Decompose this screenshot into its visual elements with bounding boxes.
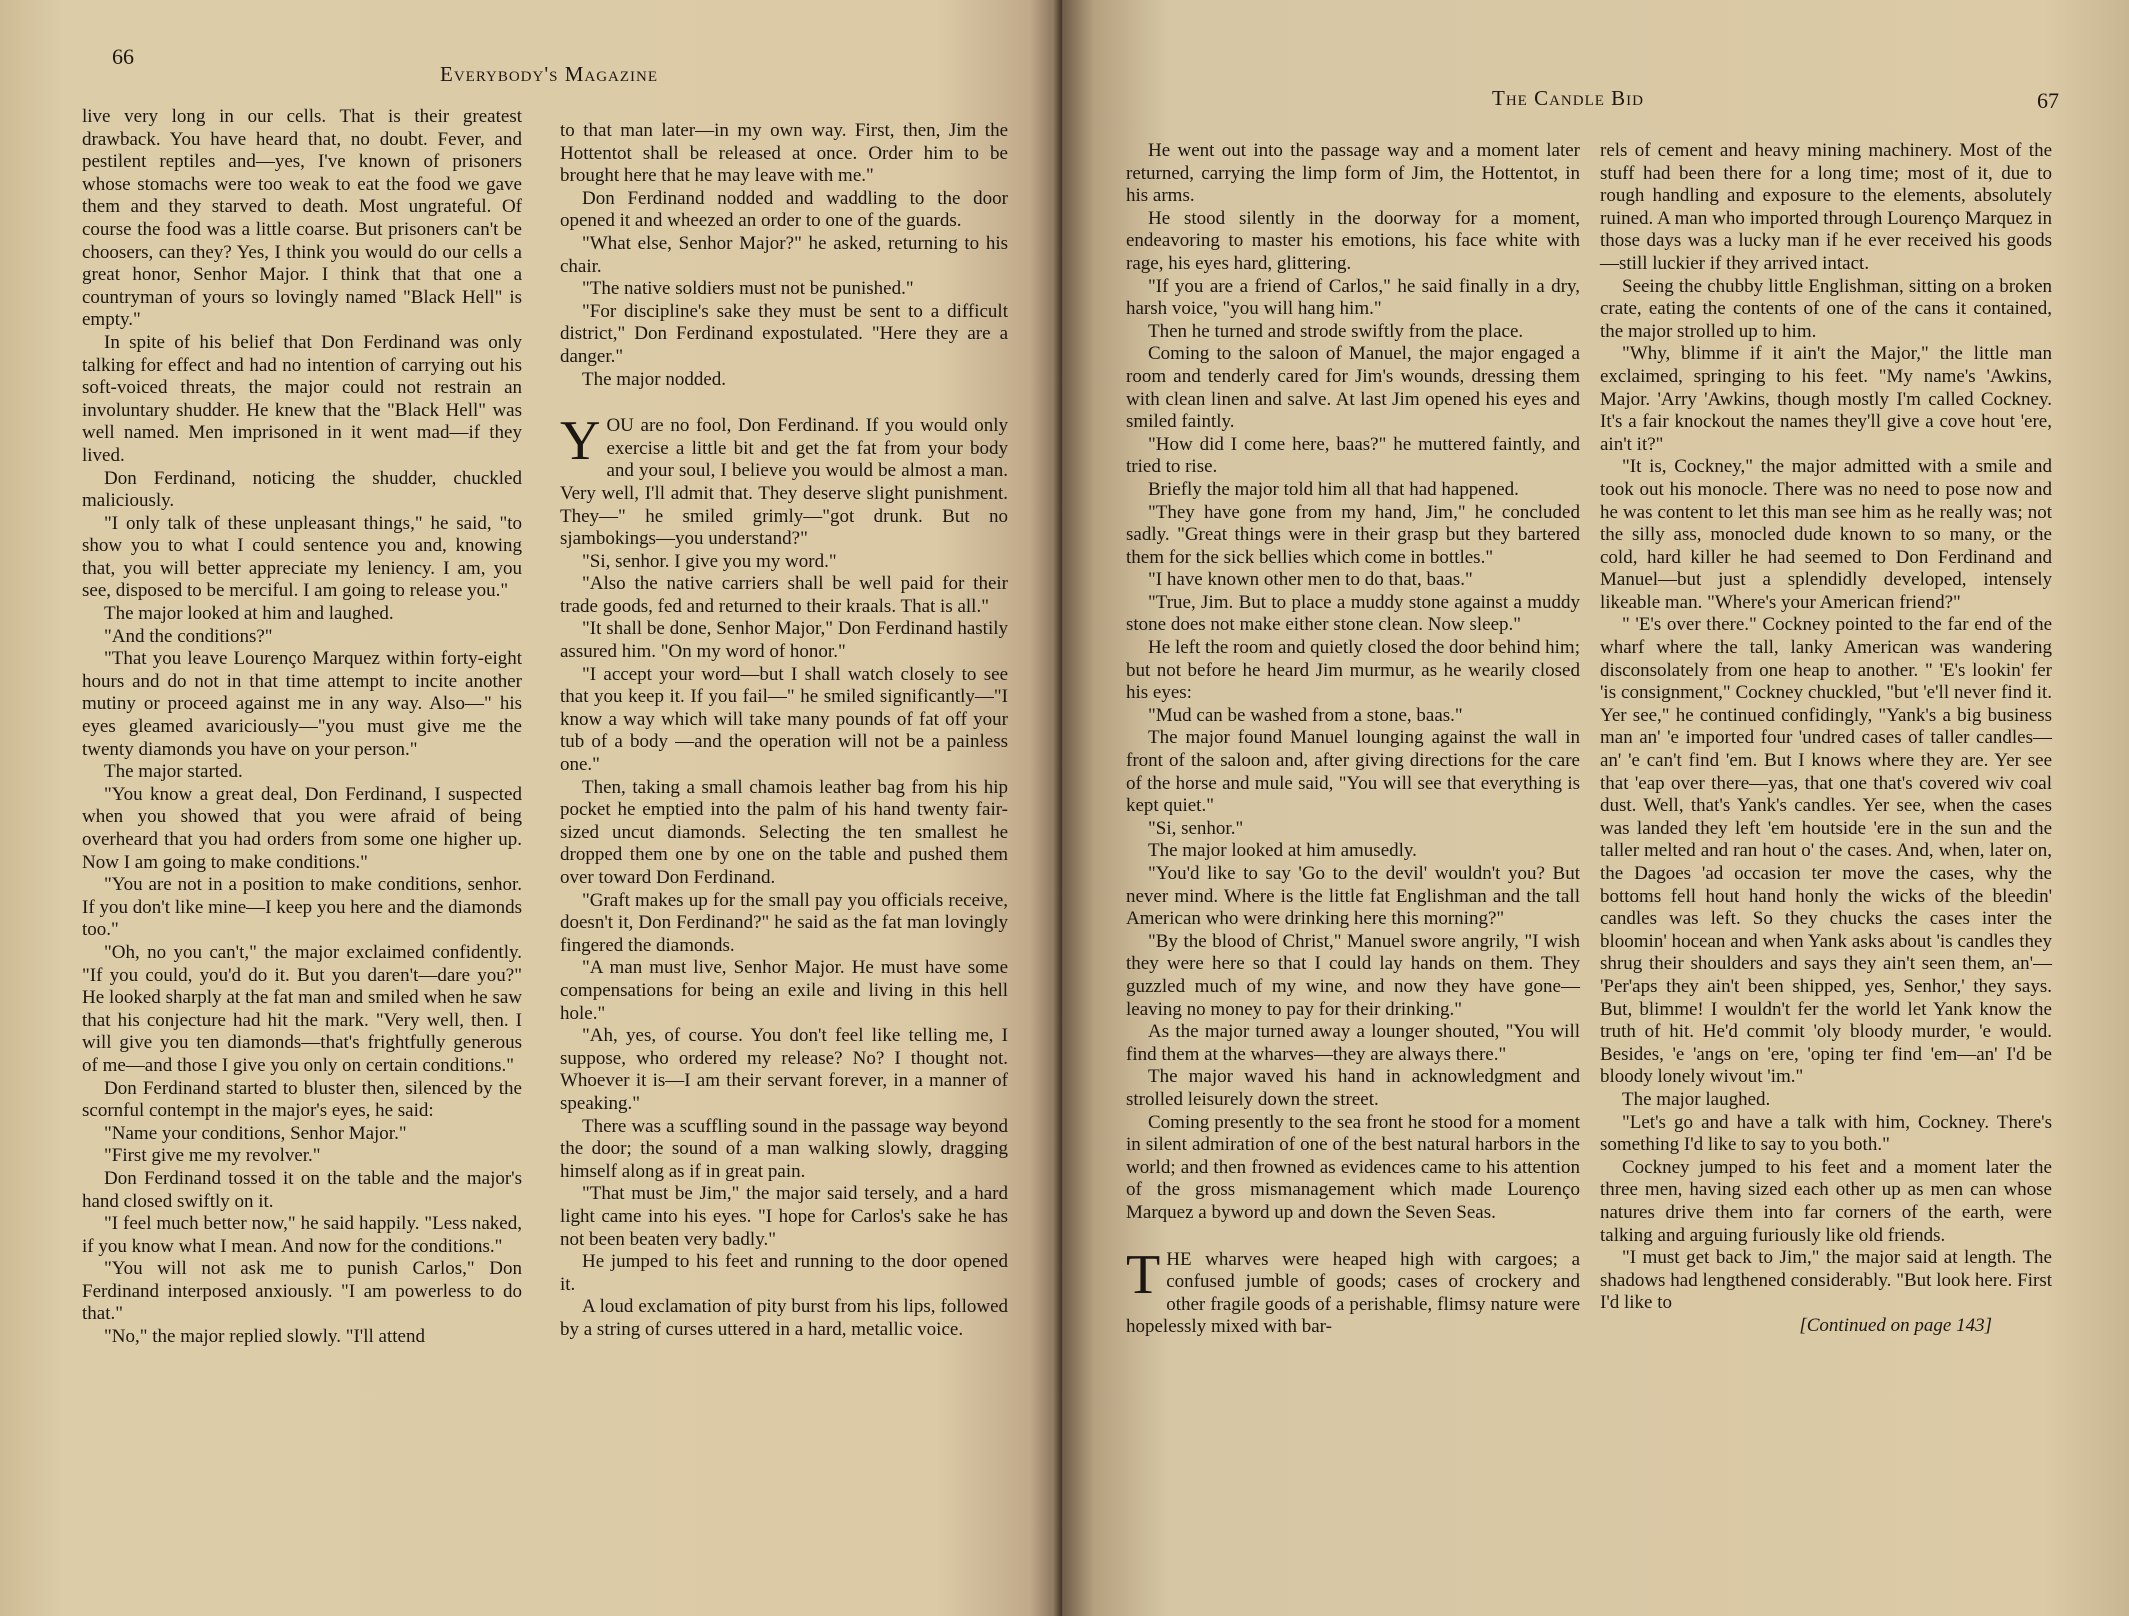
running-head-left: Everybody's Magazine	[440, 62, 659, 86]
drop-cap-right: T	[1126, 1243, 1161, 1306]
paragraph: "That must be Jim," the major said tersely, and a hard light came into his eyes. "I hope for Carlos's sake he has not been beaten very badly."	[560, 1183, 1008, 1250]
paragraph: "For discipline's sake they must be sent to a difficult district," Don Ferdinand expostulated. "Here they are a danger."	[560, 300, 1008, 367]
paragraph: The major waved his hand in acknowledgment and strolled leisurely down the street.	[1126, 1066, 1580, 1110]
paragraph: Then, taking a small chamois leather bag from his hip pocket he emptied into the palm of his hand twenty fair-sized uncut diamonds. Selecting the ten smallest he dropped them one by one on the table and pushed them over toward Don Ferdinand.	[560, 776, 1008, 888]
paragraph: "What else, Senhor Major?" he asked, returning to his chair.	[560, 232, 1008, 277]
drop-paragraph-text: OU are no fool, Don Ferdinand. If you would only exercise a little bit and get the fat from your body and your soul, I believe you would be almost a man. Very well, I'll admit that. They deserve slight punishment. They—" he smiled grimly—"got drunk. But no sjambokings—you understand?"	[560, 415, 1008, 550]
paragraph: live very long in our cells. That is their greatest drawback. You have heard that, no doubt. Fever, and pestilent reptiles and—yes, I've known of prisoners whose stomachs were too weak to eat the food we gave them and they starved to death. Most ungrateful. Of course the food was a little coarse. But prisoners can't be choosers, can they? Yes, I think you would do our cells a great honor, Senhor Major. I think that that one a countryman of yours so lovingly named "Black Hell" is empty."	[82, 106, 522, 331]
paragraph: "You'd like to say 'Go to the devil' wouldn't you? But never mind. Where is the little fat Englishman and the tall American who were drinking here this morning?"	[1126, 863, 1580, 930]
paragraph: "True, Jim. But to place a muddy stone against a muddy stone does not make either stone clean. Now sleep."	[1126, 591, 1580, 636]
paragraph: "A man must live, Senhor Major. He must have some compensations for being an exile and living in this hell hole."	[560, 957, 1008, 1024]
paragraph: Cockney jumped to his feet and a moment later the three men, having sized each other up as men can whose natures drive them into far corners of the earth, were talking and arguing furiously like old friends.	[1600, 1156, 2052, 1246]
paragraph: "And the conditions?"	[104, 625, 273, 647]
running-head-right: The Candle Bid	[1492, 86, 1644, 110]
paragraph: The major started.	[104, 761, 243, 783]
paragraph: Coming to the saloon of Manuel, the major engaged a room and tenderly cared for Jim's wounds, dressing them with clean linen and salve. At last Jim opened his eyes and smiled faintly.	[1126, 343, 1580, 433]
paragraph: "I must get back to Jim," the major said at length. The shadows had lengthened considerably. "But look here. First I'd like to	[1600, 1247, 2052, 1314]
section-start-paragraph	[560, 410, 1008, 551]
left-column-1	[82, 106, 522, 1349]
paragraph: "Mud can be washed from a stone, baas."	[1148, 704, 1463, 726]
paragraph: "You will not ask me to punish Carlos," Don Ferdinand interposed anxiously. "I am powerless to do that."	[82, 1258, 522, 1325]
right-page	[1062, 0, 2129, 1616]
paragraph: "They have gone from my hand, Jim," he concluded sadly. "Great things were in their grasp but they bartered them for the sick bellies which come in bottles."	[1126, 501, 1580, 568]
continued-note: [Continued on page 143]	[1799, 1314, 1992, 1336]
paragraph: "That you leave Lourenço Marquez within forty-eight hours and do not in that time attempt to incite another mutiny or proceed against me in any way. Also—" his eyes gleamed avariciously—"you must give me the twenty diamonds you have on your person."	[82, 648, 522, 760]
paragraph: "If you are a friend of Carlos," he said finally in a dry, harsh voice, "you will hang him."	[1126, 275, 1580, 320]
drop-paragraph-text-right: HE wharves were heaped high with cargoes; a confused jumble of goods; cases of crockery and other fragile goods of a perishable, flimsy nature were hopelessly mixed with bar-	[1126, 1248, 1580, 1338]
paragraph: "I feel much better now," he said happily. "Less naked, if you know what I mean. And now for the conditions."	[82, 1213, 522, 1257]
paragraph: Coming presently to the sea front he stood for a moment in silent admiration of one of the best natural harbors in the world; and then frowned as evidences came to his attention of the gross mismanagement which made Lourenço Marquez a byword up and down the Seven Seas.	[1126, 1111, 1580, 1223]
paragraph: The major looked at him amusedly.	[1148, 840, 1417, 862]
paragraph: The major nodded.	[582, 368, 727, 390]
paragraph: He went out into the passage way and a moment later returned, carrying the limp form of Jim, the Hottentot, in his arms.	[1126, 140, 1580, 207]
paragraph: "Name your conditions, Senhor Major."	[104, 1122, 407, 1144]
paragraph: Then he turned and strode swiftly from the place.	[1148, 320, 1524, 342]
paragraph: " 'E's over there." Cockney pointed to the far end of the wharf where the tall, lanky American was wandering disconsolately from one heap to another. " 'E's lookin' fer 'is consignment," Cockney chuckled, "but 'e'll never find it. Yer see," he continued confidingly, "Yank's a big business man an' 'e imported four 'undred cases of taller candles—an' 'e can't find 'em. But I knows where they are. Yer see that 'eap over there—yas, that one that's covered wiv coal dust. Well, that's Yank's candles. Yer see, when the cases was landed they left 'em houtside 'ere in the sun and the taller melted and ran hout o' the cases. And, when, later on, the Dagoes 'ad occasion ter move the cases, why the bottoms fell hout hand honly the wicks of the bleedin' candles was left. So they chucks the cases inter the bloomin' hocean and when Yank asks about 'is candles they shrug their shoulders and says they ain't seen them, an'— 'Per'aps they ain't been shipped, yes, Senhor,' they says. But, blimme! I wouldn't fer the world let Yank know the truth of hit. He'd commit 'oly bloody murder, 'e would. Besides, 'e 'angs on 'ere, 'oping ter find 'em—an' I'd be bloody lonely wivout 'im."	[1600, 614, 2052, 1088]
paragraph: "Oh, no you can't," the major exclaimed confidently. "If you could, you'd do it. But you daren't—dare you?" He looked sharply at the fat man and smiled when he saw that his conjecture had hit the mark. "Very well, then. I will give you ten diamonds—that's frightfully generous of me—and those I give you only on certain conditions."	[82, 941, 522, 1076]
paragraph: "You know a great deal, Don Ferdinand, I suspected when you showed that you were afraid of being overheard that you had orders from some one higher up. Now I am going to make conditions."	[82, 783, 522, 873]
right-column-1	[1126, 140, 1580, 1339]
paragraph: "I only talk of these unpleasant things," he said, "to show you to what I could sentence you and, knowing that, you will better appreciate my leniency. I am, you see, disposed to be merciful. I am going to release you."	[82, 512, 522, 602]
paragraph: "Ah, yes, of course. You don't feel like telling me, I suppose, who ordered my release? No? I thought not. Whoever it is—I am their servant forever, in a manner of speaking."	[560, 1025, 1008, 1114]
drop-cap: Y	[560, 410, 601, 473]
paragraph: "Why, blimme if it ain't the Major," the little man exclaimed, springing to his feet. "My name's 'Awkins, Major. 'Arry 'Awkins, though mostly I'm called Cockney. It's a fair knockout the names they'll give a cove hout 'ere, ain't it?"	[1600, 343, 2052, 455]
paragraph: A loud exclamation of pity burst from his lips, followed by a string of curses uttered in a hard, metallic voice.	[560, 1296, 1008, 1340]
paragraph: "The native soldiers must not be punished."	[582, 278, 914, 300]
paragraph: Don Ferdinand nodded and waddling to the door opened it and wheezed an order to one of the guards.	[560, 187, 1008, 232]
paragraph: The major found Manuel lounging against the wall in front of the saloon and, after giving directions for the care of the horse and mule said, "You will see that everything is kept quiet."	[1126, 727, 1580, 817]
section-start-paragraph-right	[1126, 1243, 1580, 1339]
paragraph: The major laughed.	[1622, 1088, 1771, 1110]
paragraph: The major looked at him and laughed.	[104, 603, 394, 625]
paragraph: "I accept your word—but I shall watch closely to see that you keep it. If you fail—" he smiled significantly—"I know a way which will take many pounds of fat off your tub of a body —and the operation will not be a painless one."	[560, 663, 1008, 776]
paragraph: He stood silently in the doorway for a moment, endeavoring to master his emotions, his face white with rage, his eyes hard, glittering.	[1126, 207, 1580, 274]
paragraph: In spite of his belief that Don Ferdinand was only talking for effect and had no intention of carrying out his soft-voiced threats, the major could not restrain an involuntary shudder. He knew that the "Black Hell" was well named. Men imprisoned in it went mad—if they lived.	[82, 331, 522, 466]
paragraph: Don Ferdinand tossed it on the table and the major's hand closed swiftly on it.	[82, 1167, 522, 1212]
paragraph: "Also the native carriers shall be well paid for their trade goods, fed and returned to their kraals. That is all."	[560, 573, 1008, 617]
paragraph: "Si, senhor. I give you my word."	[582, 550, 837, 572]
paragraph: "How did I come here, baas?" he muttered faintly, and tried to rise.	[1126, 433, 1580, 478]
paragraph: "First give me my revolver."	[104, 1145, 321, 1167]
right-column-2	[1600, 140, 2052, 1337]
page-number-right: 67	[2037, 88, 2059, 113]
paragraph: rels of cement and heavy mining machinery. Most of the stuff had been there for a long time; most of it, due to rough handling and exposure to the elements, absolutely ruined. A man who imported through Lourenço Marquez in those days was a lucky man if he ever received his goods—still luckier if they arrived intact.	[1600, 140, 2052, 274]
left-page	[0, 0, 1062, 1616]
paragraph: Seeing the chubby little Englishman, sitting on a broken crate, eating the contents of one of the cans it contained, the major strolled up to him.	[1600, 275, 2052, 342]
page-number-left: 66	[112, 44, 134, 69]
paragraph: Briefly the major told him all that had happened.	[1148, 478, 1519, 500]
paragraph: As the major turned away a lounger shouted, "You will find them at the wharves—they are always there."	[1126, 1021, 1580, 1065]
paragraph: He left the room and quietly closed the door behind him; but not before he heard Jim murmur, as he wearily closed his eyes:	[1126, 637, 1580, 704]
paragraph: "I have known other men to do that, baas."	[1148, 569, 1473, 591]
paragraph: to that man later—in my own way. First, then, Jim the Hottentot shall be released at once. Order him to be brought here that he may leave with me."	[560, 120, 1008, 187]
paragraph: "By the blood of Christ," Manuel swore angrily, "I wish they were here so that I could lay hands on them. They guzzled much of my wine, and now they have gone—leaving no money to pay for their drinking."	[1126, 930, 1580, 1020]
paragraph: Don Ferdinand, noticing the shudder, chuckled maliciously.	[82, 467, 522, 512]
paragraph: "You are not in a position to make conditions, senhor. If you don't like mine—I keep you here and the diamonds too."	[82, 874, 522, 941]
paragraph: Don Ferdinand started to bluster then, silenced by the scornful contempt in the major's eyes, he said:	[82, 1077, 522, 1122]
left-column-2	[560, 120, 1008, 1341]
paragraph: "Graft makes up for the small pay you officials receive, doesn't it, Don Ferdinand?" he said as the fat man lovingly fingered the diamonds.	[560, 889, 1008, 956]
paragraph: "Si, senhor."	[1148, 817, 1244, 839]
paragraph: "Let's go and have a talk with him, Cockney. There's something I'd like to say to you both."	[1600, 1111, 2052, 1156]
paragraph: "No," the major replied slowly. "I'll attend	[104, 1326, 425, 1348]
paragraph: He jumped to his feet and running to the door opened it.	[560, 1251, 1008, 1295]
paragraph: "It shall be done, Senhor Major," Don Ferdinand hastily assured him. "On my word of honor."	[560, 618, 1008, 663]
paragraph: There was a scuffling sound in the passage way beyond the door; the sound of a man walking slowly, dragging himself along as if in great pain.	[560, 1115, 1008, 1182]
paragraph: "It is, Cockney," the major admitted with a smile and took out his monocle. There was no need to pose now and he was content to let this man see him as he really was; not the silly ass, monocled dude known to so many, or the cold, hard killer he had seemed to Don Ferdinand and Manuel—but just a splendidly developed, intensely likeable man. "Where's your American friend?"	[1600, 456, 2052, 613]
